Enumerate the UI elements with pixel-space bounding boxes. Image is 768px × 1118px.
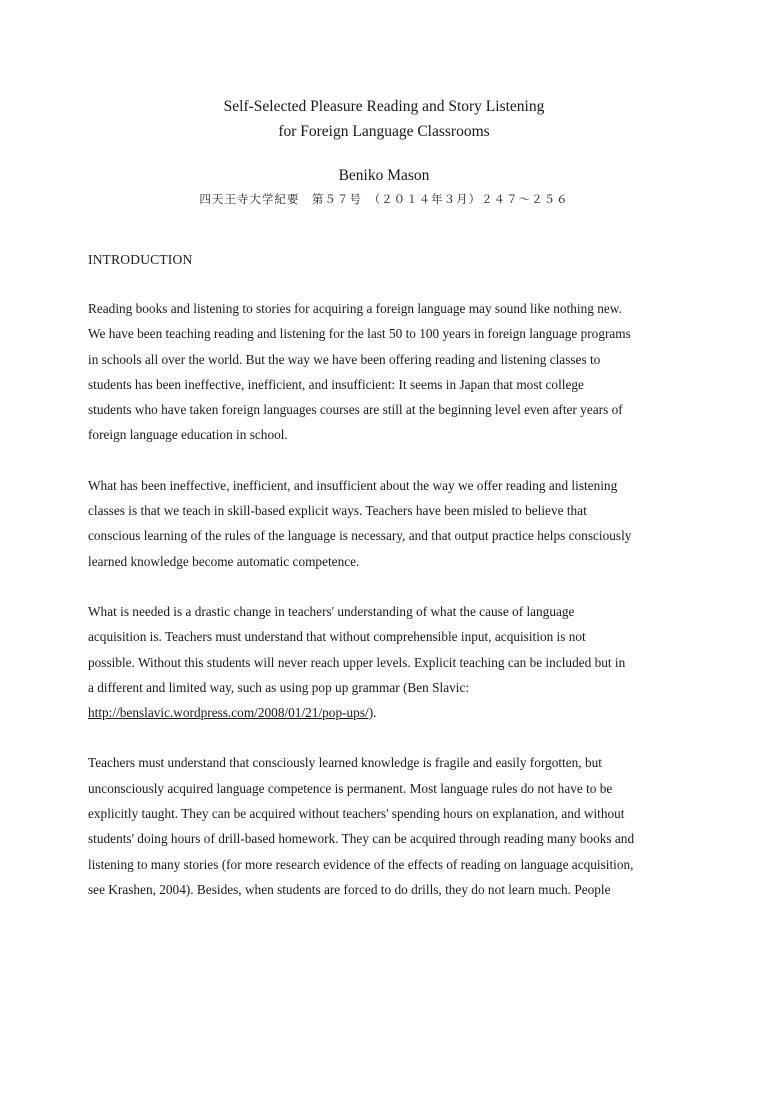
text-line: in schools all over the world. But the way we have been offering reading and listening classes to <box>88 351 601 367</box>
text-line: a different and limited way, such as using pop up grammar (Ben Slavic: <box>88 679 470 695</box>
title-block <box>88 94 680 144</box>
link-line <box>88 700 680 725</box>
text-line: classes is that we teach in skill-based explicit ways. Teachers have been misled to believe that <box>88 503 587 519</box>
text-line: possible. Without this students will never reach upper levels. Explicit teaching can be included but in <box>88 654 626 670</box>
text-line: conscious learning of the rules of the language is necessary, and that output practice helps consciously <box>88 528 632 544</box>
title-line-2: for Foreign Language Classrooms <box>278 123 490 140</box>
paragraph-1 <box>88 296 680 448</box>
paragraph-4 <box>88 750 680 902</box>
text-line: students has been ineffective, inefficient, and insufficient: It seems in Japan that most college <box>88 376 584 392</box>
text-line: unconsciously acquired language competence is permanent. Most language rules do not have to be <box>88 780 613 796</box>
text-line: We have been teaching reading and listening for the last 50 to 100 years in foreign language programs <box>88 326 631 342</box>
section-heading: INTRODUCTION <box>88 252 193 267</box>
text-line: Reading books and listening to stories for acquiring a foreign language may sound like nothing new. <box>88 301 622 316</box>
journal-citation: 四天王寺大学紀要 第５７号 （２０１４年３月）２４７～２５６ <box>199 192 569 206</box>
text-line: acquisition is. Teachers must understand that without comprehensible input, acquisition is not <box>88 629 586 645</box>
text-line: learned knowledge become automatic competence. <box>88 553 360 569</box>
paragraph-3 <box>88 599 680 725</box>
paragraph-2 <box>88 473 680 574</box>
text-line: What has been ineffective, inefficient, and insufficient about the way we offer reading and listening <box>88 477 618 493</box>
ben-slavic-link[interactable]: http://benslavic.wordpress.com/2008/01/21/pop-ups/ <box>88 705 369 721</box>
text-line: explicitly taught. They can be acquired without teachers' spending hours on explanation, and without <box>88 806 625 822</box>
text-line: foreign language education in school. <box>88 427 288 443</box>
text-line: listening to many stories (for more research evidence of the effects of reading on language acquisition, <box>88 856 634 872</box>
author-name: Beniko Mason <box>338 167 430 184</box>
document-page <box>0 94 768 1118</box>
text-line: What is needed is a drastic change in teachers' understanding of what the cause of language <box>88 603 575 619</box>
title-line-1: Self-Selected Pleasure Reading and Story Listening <box>223 98 545 115</box>
text-line: students who have taken foreign languages courses are still at the beginning level even after years of <box>88 402 623 418</box>
link-suffix: ). <box>368 705 377 721</box>
text-line: Teachers must understand that consciously learned knowledge is fragile and easily forgotten, but <box>88 755 602 771</box>
text-line: see Krashen, 2004). Besides, when students are forced to do drills, they do not learn much. People <box>88 881 611 897</box>
text-line: students' doing hours of drill-based homework. They can be acquired through reading many books and <box>88 831 635 847</box>
